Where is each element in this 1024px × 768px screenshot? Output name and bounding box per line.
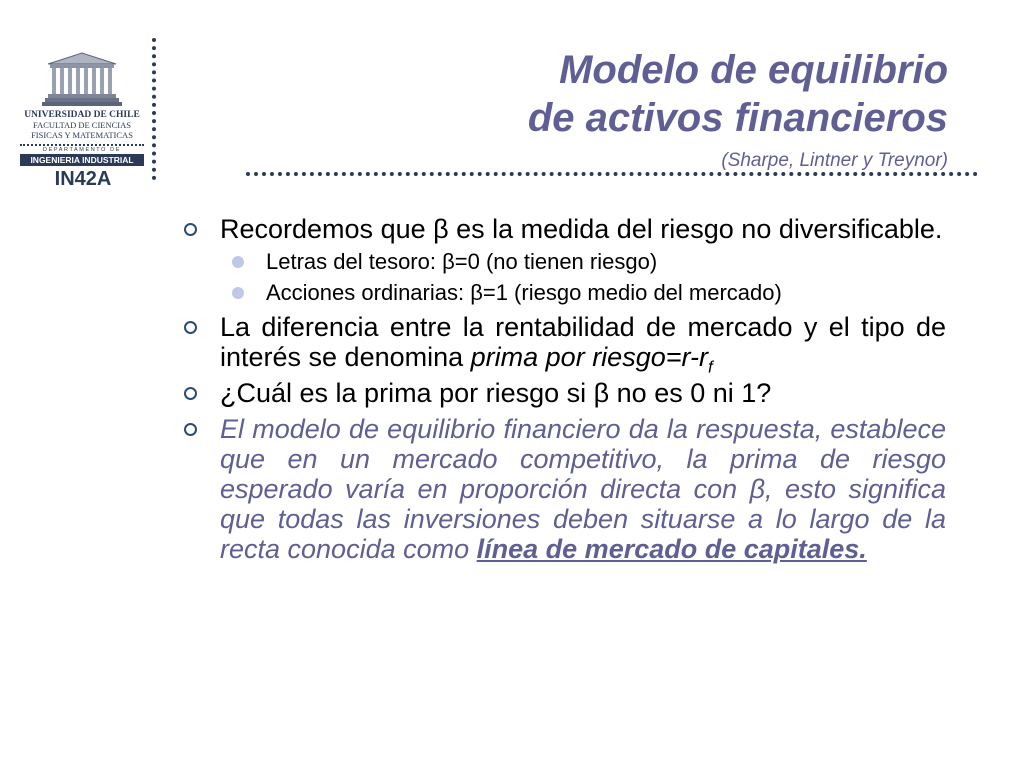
sub-bullet-item [182,280,946,306]
bullet-item-question [182,378,946,408]
dot-bullet-icon [232,287,244,299]
sub-bullet-text: Acciones ordinarias: β=1 (riesgo medio del mercado) [266,280,782,305]
logo-university-name: UNIVERSIDAD DE CHILE [24,110,140,120]
bullet-item-beta-definition [182,214,946,244]
university-building-icon [42,50,122,106]
ring-bullet-icon [184,223,197,236]
bullet-list [182,214,946,568]
bullet-text: Recordemos que β es la medida del riesgo no diversificable. [220,214,943,244]
sub-bullet-text: Letras del tesoro: β=0 (no tienen riesgo) [266,249,658,274]
bullet-text: El modelo de equilibrio financiero da la respuesta, establece que en un mercado competitivo, la prima de riesgo esperado varía en proporción directa con β, esto significa que todas las inversiones deben situarse a lo largo de la recta conocida como [220,414,946,564]
logo-department-label: DEPARTAMENTO DE [20,144,144,154]
horizontal-divider [246,172,978,176]
course-code: IN42A [54,168,112,190]
ring-bullet-icon [184,423,197,436]
dot-bullet-icon [232,256,244,268]
risk-premium-formula: =r-r [665,342,708,372]
ring-bullet-icon [184,387,197,400]
sub-bullet-item [182,249,946,275]
slide-title [528,46,948,142]
slide-subtitle: (Sharpe, Lintner y Treynor) [721,150,948,171]
logo-faculty-line1: FACULTAD DE CIENCIAS [32,120,132,130]
bullet-text: La diferencia entre la rentabilidad de mercado y el tipo de interés se denomina [220,312,946,372]
risk-premium-term: prima por riesgo [470,342,666,372]
bullet-item-risk-premium [182,312,946,377]
logo-department-band: INGENIERIA INDUSTRIAL [20,154,144,166]
title-line-2: de activos financieros [527,96,948,140]
title-line-1: Modelo de equilibrio [559,48,948,92]
vertical-divider [152,38,156,180]
ring-bullet-icon [184,321,197,334]
capital-market-line-link[interactable]: línea de mercado de capitales. [476,534,867,564]
bullet-text: ¿Cuál es la prima por riesgo si β no es 0 ni 1? [220,378,772,408]
formula-subscript: f [708,357,713,377]
university-logo [20,50,144,166]
logo-faculty-line2: FISICAS Y MATEMATICAS [31,130,133,140]
bullet-item-answer [182,414,946,564]
